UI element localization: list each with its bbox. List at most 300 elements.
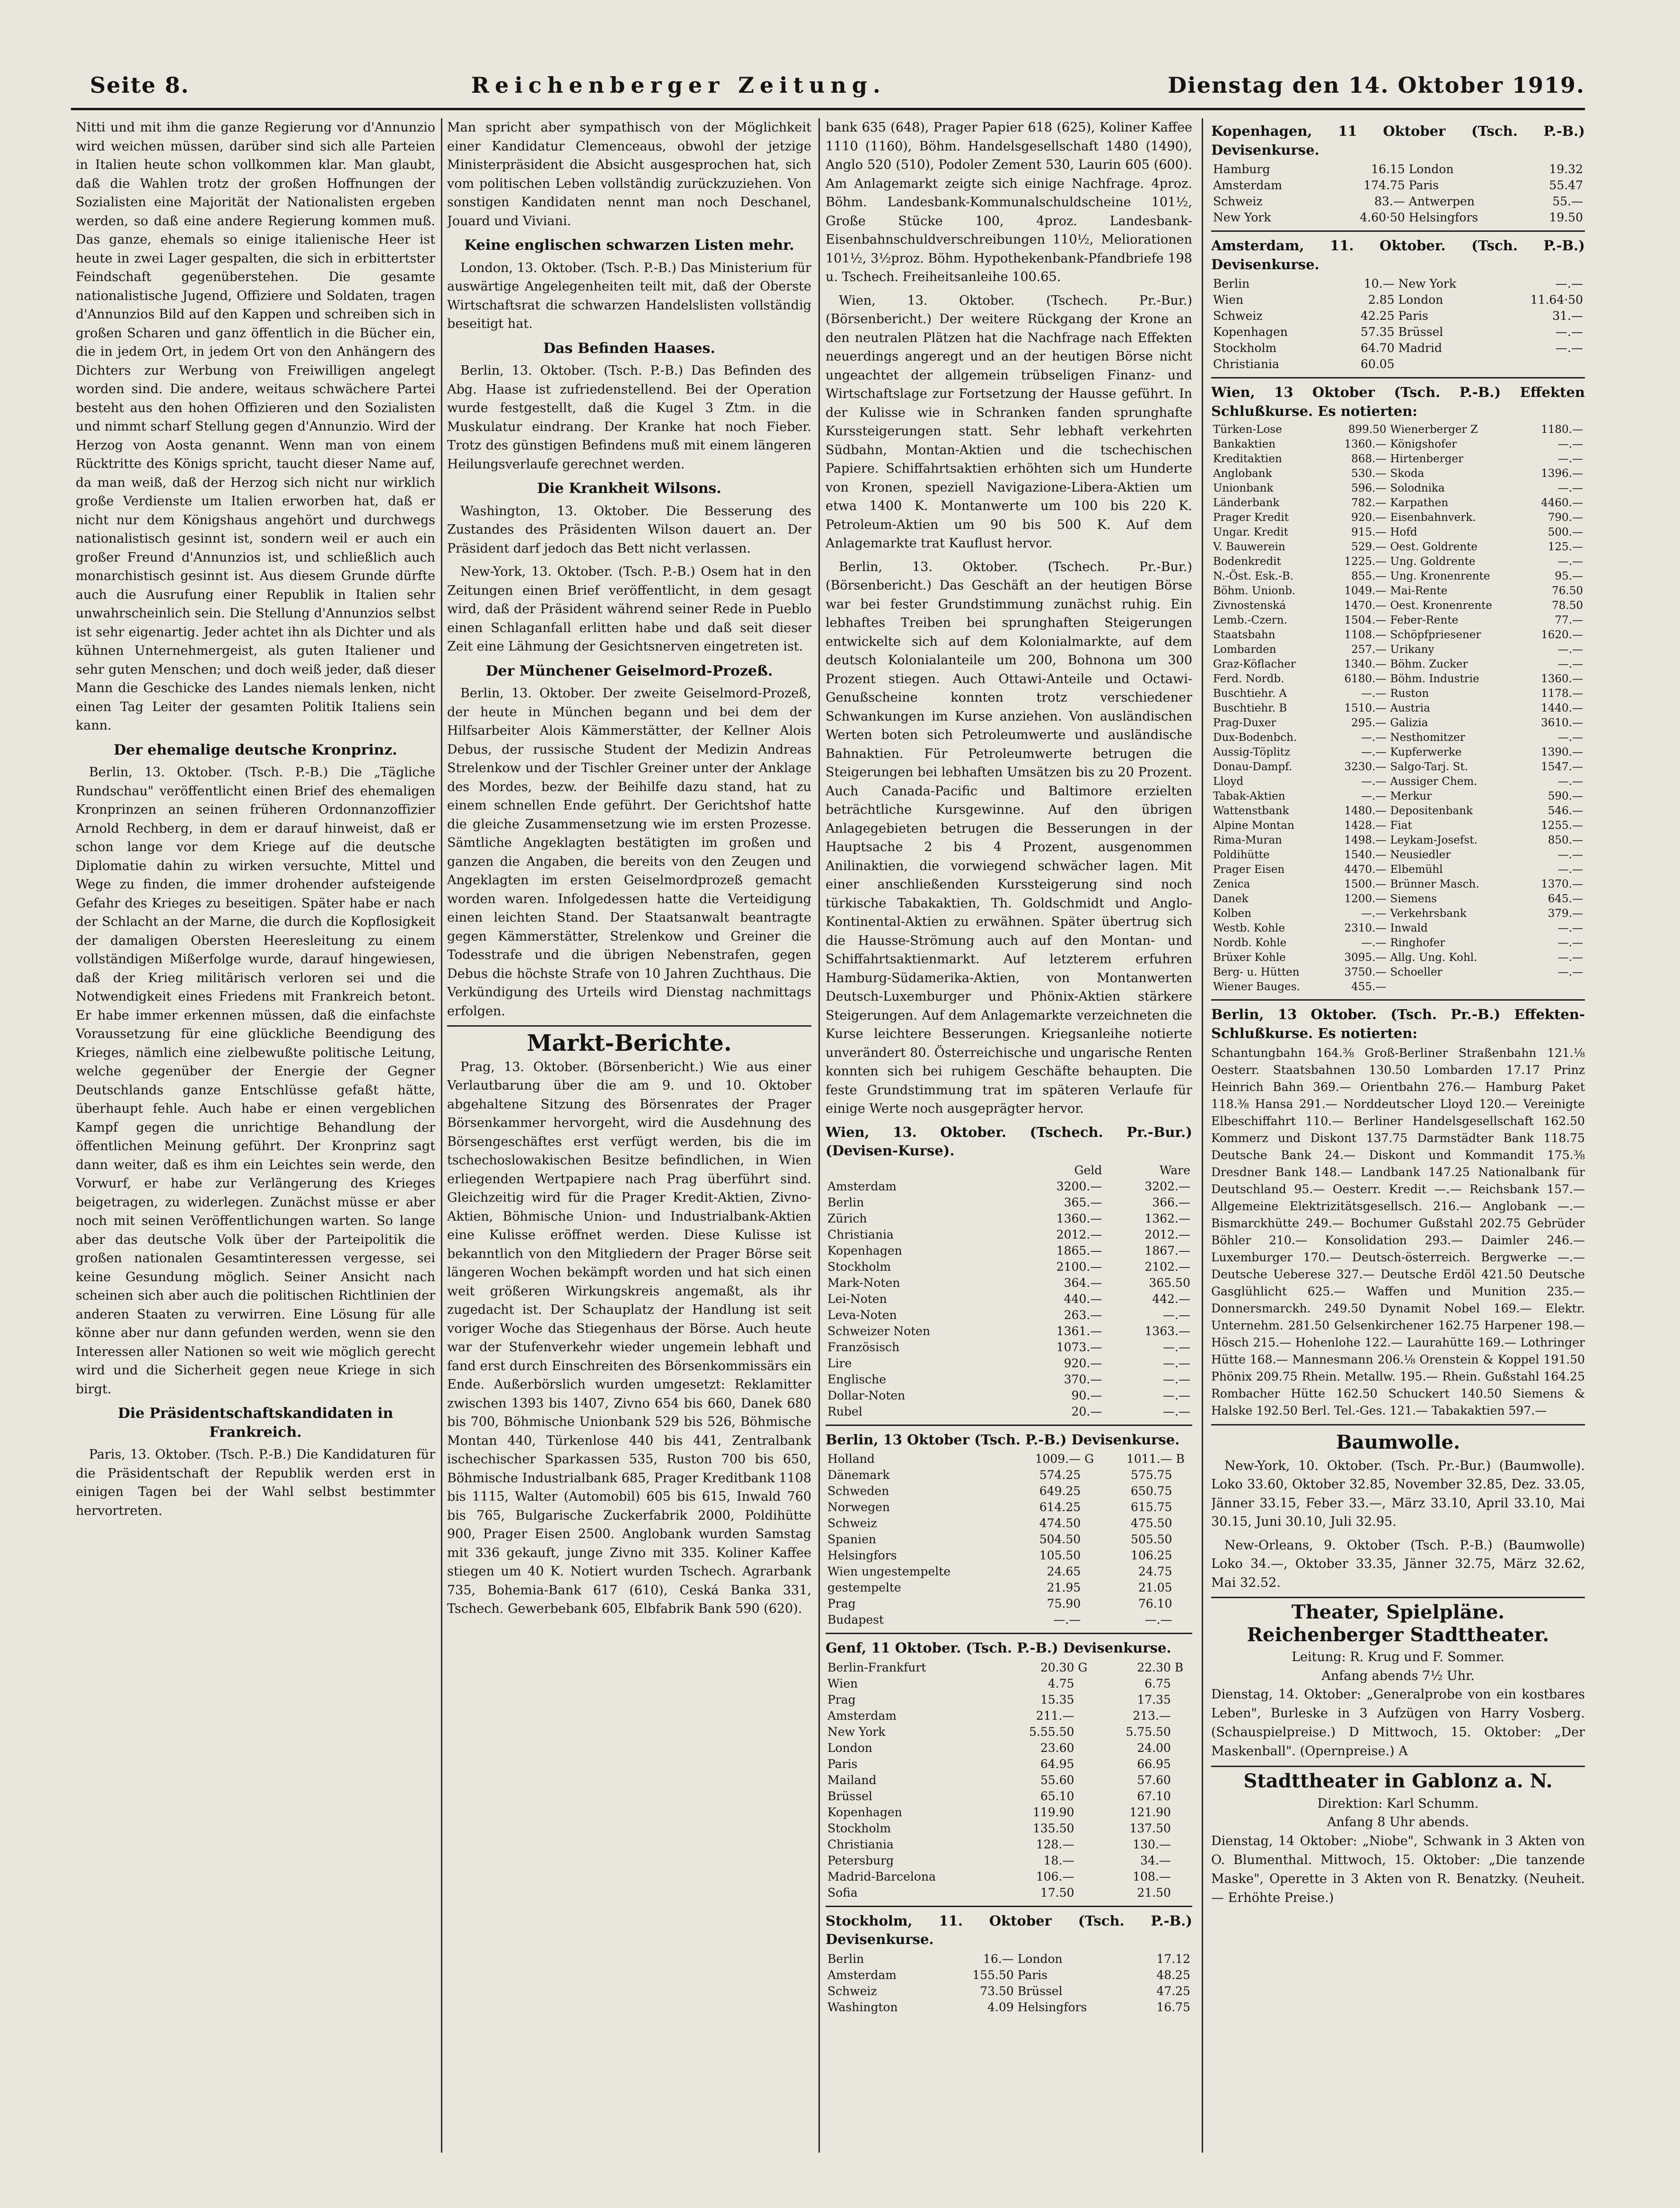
table-cell: Paris	[827, 1757, 858, 1771]
table-row	[826, 1999, 1192, 2015]
table-cell: 24.65	[1047, 1565, 1081, 1578]
table-cell: —.—	[1361, 907, 1387, 920]
reichenberg-theater-program: Dienstag, 14. Oktober: „Generalprobe von ein kostbares Leben", Burleske in 3 Aufzügen von Harry Vosberg. (Schauspielpreise.) D Mittwoch, 15. Oktober: „Der Maskenball". (Opernpreise.) A	[1211, 1687, 1585, 1759]
table-cell: Berlin	[827, 1195, 864, 1209]
table-cell: —.—	[1557, 731, 1583, 744]
table-cell	[1076, 1869, 1097, 1885]
table-rule	[826, 1425, 1192, 1426]
table-row	[826, 1355, 1192, 1372]
table-cell: Allg. Ung. Kohl.	[1390, 951, 1478, 964]
table-cell: Schweiz	[1213, 194, 1263, 208]
table-row	[1211, 496, 1585, 510]
berlin-devisen-title: Berlin, 13 Oktober (Tsch. P.-B.) Devisenkurse.	[826, 1431, 1180, 1448]
table-cell: Paris	[1398, 309, 1428, 323]
table-cell	[1076, 1724, 1097, 1740]
table-cell: Brüssel	[1398, 325, 1443, 339]
table-cell: Prag-Duxer	[1213, 717, 1276, 729]
wien-effekten-title: Wien, 13 Oktober (Tsch. P.-B.) Effekten Schlußkurse. Es notierten:	[1211, 384, 1585, 419]
gablonz-theater-program: Dienstag, 14 Oktober: „Niobe", Schwank in 3 Akten von O. Blumenthal. Mittwoch, 15. Oktober: „Die tanzende Maske", Operette in 3 Akten von R. Benatzky. (Neuheit. — Erhöhte Preise.)	[1211, 1833, 1585, 1905]
table-cell: Petersburg	[827, 1853, 894, 1867]
table-cell: —.—	[1556, 325, 1583, 339]
table-cell: 574.25	[1039, 1468, 1081, 1482]
table-cell: Böhm. Industrie	[1390, 673, 1479, 685]
table-cell: Schweden	[827, 1484, 889, 1498]
table-row	[1211, 308, 1585, 324]
table-row	[826, 1388, 1192, 1404]
table-cell: Sofia	[827, 1885, 858, 1900]
table-cell: —.—	[1053, 1613, 1081, 1627]
table-row	[1211, 774, 1585, 789]
table-cell: 1363.—	[1144, 1324, 1190, 1338]
table-cell: Rubel	[827, 1404, 862, 1418]
table-cell: Buschtiehr. A	[1213, 687, 1287, 700]
table-cell: —.—	[1163, 1404, 1190, 1418]
table-cell: Graz-Köflacher	[1213, 658, 1296, 670]
table-cell: 1011.—	[1126, 1452, 1172, 1466]
report-prag-continued: bank 635 (648), Prager Papier 618 (625), Koliner Kaffee 1110 (1160), Böhm. Handelsgesellschaft 1480 (1490), Anglo 520 (510), Podoler Zement 530, Laurin 605 (600). Am Anlagemarkt zeigte sich einige Nachfrage. 4proz. Böhm. Landesbank-Kommunalschuldscheine 101½, Große Stücke 100, 4proz. Landesbank-Eisenbahnschuldverschreibungen 110½, Meliorationen 101½, 3½proz. Böhm. Hypothekenbank-Pfandbriefe 198 u. Tschech. Freiheitsanleihe 100.65.	[826, 120, 1192, 284]
table-cell: 1540.—	[1344, 849, 1387, 861]
table-row	[1211, 422, 1585, 437]
report-wien-boerse: Wien, 13. Oktober. (Tschech. Pr.-Bur.) (Börsenbericht.) Der weitere Rückgang der Krone an den neutralen Plätzen hat die Nachfrage nach Effekten neuerdings angeregt und an der heutigen Börse nicht ungeachtet der allgemein trübseligen Finanz- und Wirtschaftslage zur Fortsetzung der Hausse geführt. In der Kulisse wie in Schranken fanden sprunghafte Kurssteigerungen statt. Sehr lebhaft verkehrten Südbahn, Montan-Aktien und die tschechischen Papiere. Schiffahrtsaktien erhöhten sich um Hunderte von Kronen, speziell Navigazione-Libera-Aktien um etwa 1400 K. Montanwerte um 100 bis 220 K. Petroleum-Aktien um 90 bis 500 K. Auf dem Anlagemarkte trat Kauflust hervor.	[826, 293, 1192, 551]
table-cell: Rima-Muran	[1213, 834, 1282, 846]
table-cell: Aussiger Chem.	[1390, 775, 1478, 788]
amsterdam-devisen-title: Amsterdam, 11. Oktober. (Tsch. P.-B.) Devisenkurse.	[1211, 238, 1585, 273]
table-cell: Urikany	[1390, 643, 1434, 656]
table-cell: Amsterdam	[1213, 178, 1282, 192]
table-cell: Amsterdam	[827, 1179, 897, 1193]
table-cell: 920.—	[1064, 1356, 1102, 1370]
table-rule	[1211, 377, 1585, 378]
table-cell	[1174, 1548, 1192, 1564]
table-cell: G	[1084, 1452, 1094, 1466]
table-cell	[1388, 980, 1525, 994]
table-cell: Washington	[827, 2000, 898, 2014]
table-row	[826, 1869, 1192, 1885]
table-cell: Amsterdam	[827, 1968, 897, 1982]
table-cell: 530.—	[1351, 467, 1387, 480]
table-cell	[1173, 1772, 1192, 1788]
table-row	[1211, 892, 1585, 906]
table-row	[1211, 745, 1585, 760]
wien-devisen-table	[826, 1162, 1192, 1420]
table-cell: Englische	[827, 1372, 887, 1386]
table-cell: 155.50	[972, 1968, 1014, 1982]
article-kronprinz: Berlin, 13. Oktober. (Tsch. P.-B.) Die „Tägliche Rundschau" veröffentlicht einen Brief des ehemaligen Kronprinzen an seinen früheren Ordonnanzoffizier Arnold Rechberg, in dem er darauf hinweist, daß er schon lange vor dem Kriege auf die deutsche Diplomatie dahin zu wirken versuchte, Mittel und Wege zu finden, die immer drohender aufsteigende Gefahr des Krieges zu beseitigen. Später habe er nach der Schlacht an der Marne, die durch die Kopflosigkeit der damaligen Obersten Heeresleitung zu einem vollständigen Mißerfolge wurde, darauf hingewiesen, daß der Krieg militärisch verloren sei und die Notwendigkeit eines Friedens mit Frankreich betont. Er habe immer erkennen müssen, daß die einfachste Voraussetzung für eine glückliche Beendigung des Krieges, nämlich eine zielbewußte politische Leitung, welche gegenüber der Energie der Gegner Deutschlands ganze Entschlüsse gefaßt hätte, überhaupt fehle. Auch habe er einen vergeblichen Kampf gegen die unrichtige Behandlung der öffentlichen Meinung geführt. Der Kronprinz sagt dann weiter, daß es ihm ein Leichtes sein werde, den Vorwurf, er habe zur Verlängerung des Krieges beigetragen, zu widerlegen. Zunächst müsse er aber noch mit seinen Veröffentlichungen warten. So lange aber das deutsche Volk über der Parteipolitik die großen nationalen Gesamtinteressen vergesse, sei keine Gesundung möglich. Seiner Ansicht nach scheinen sich aber auch die politischen Richtlinien der anderen Staaten zu verwirren. Eine Lösung für alle könne aber nur dann gefunden werden, wenn sie den Interessen aller Nationen so weit wie möglich gerecht wird und die Sicherheit gegen neue Kriege in sich birgt.	[76, 765, 435, 1397]
table-cell	[1076, 1821, 1097, 1837]
table-cell: 920.—	[1351, 511, 1387, 524]
table-row	[1211, 760, 1585, 774]
table-cell: New York	[1398, 277, 1456, 290]
table-cell: 21.95	[1047, 1581, 1081, 1594]
table-cell: 1073.—	[1056, 1340, 1102, 1354]
table-cell: 83.—	[1374, 194, 1405, 208]
table-cell: 650.75	[1131, 1484, 1172, 1498]
table-cell	[1174, 1580, 1192, 1596]
table-row	[1211, 276, 1585, 292]
table-row	[1211, 818, 1585, 833]
table-row	[826, 1740, 1192, 1756]
table-cell	[1173, 1804, 1192, 1821]
table-cell: —.—	[1557, 555, 1583, 568]
table-cell: 47.25	[1156, 1984, 1190, 1998]
table-cell: 19.32	[1549, 162, 1583, 176]
table-cell: Ung. Kronenrente	[1390, 570, 1490, 582]
table-row	[826, 1483, 1192, 1499]
table-cell: 106.—	[1036, 1869, 1074, 1883]
table-cell: 64.70	[1360, 341, 1395, 355]
table-cell: Schweiz	[827, 1984, 877, 1998]
table-cell: Spanien	[827, 1532, 877, 1546]
table-cell: 2012.—	[1144, 1227, 1190, 1241]
table-cell: 505.50	[1131, 1532, 1172, 1546]
table-cell: 73.50	[980, 1984, 1014, 1998]
table-cell: 128.—	[1036, 1837, 1074, 1851]
table-cell: 11.64·50	[1530, 293, 1583, 307]
table-cell: 1620.—	[1541, 629, 1583, 641]
table-cell: Kupferwerke	[1390, 746, 1462, 758]
table-row	[1211, 210, 1585, 226]
table-cell: 614.25	[1039, 1500, 1081, 1514]
table-cell: Inwald	[1390, 922, 1428, 934]
table-cell: Bodenkredit	[1213, 555, 1281, 568]
table-cell: New York	[827, 1724, 886, 1739]
table-cell: 95.—	[1555, 570, 1583, 582]
table-cell	[1397, 356, 1495, 372]
table-cell: 60.05	[1360, 357, 1395, 371]
table-cell: Böhm. Zucker	[1390, 658, 1468, 670]
table-cell: 16.75	[1156, 2000, 1190, 2014]
table-cell: 1200.—	[1344, 893, 1387, 905]
table-cell	[1082, 1564, 1102, 1580]
table-cell: 1504.—	[1344, 614, 1387, 626]
table-cell	[1173, 1692, 1192, 1708]
table-cell: Mai-Rente	[1390, 585, 1448, 597]
table-row	[826, 1821, 1192, 1837]
table-cell: Ringhofer	[1390, 937, 1445, 949]
table-cell: —.—	[1361, 790, 1387, 802]
table-cell: 24.00	[1137, 1741, 1171, 1755]
table-cell: 130.—	[1133, 1837, 1171, 1851]
table-cell: 1510.—	[1344, 702, 1387, 714]
table-cell: 1370.—	[1541, 878, 1583, 890]
table-cell: 21.50	[1137, 1885, 1171, 1900]
article-wilson-newyork: New-York, 13. Oktober. (Tsch. P.-B.) Osem hat in den Zeitungen einen Brief veröffentlicht, in dem gesagt wird, daß der Präsident während seiner Rede in Pueblo einen Schlaganfall erlitten habe und daß seit dieser Zeit eine Lähmung der Gesichtsnerven eingetreten ist.	[447, 564, 811, 654]
table-cell: Siemens	[1390, 893, 1437, 905]
genf-devisen-table	[826, 1660, 1192, 1901]
table-cell: 20.30	[1040, 1660, 1074, 1674]
reichenberg-theater-anfang: Anfang abends 7½ Uhr.	[1321, 1668, 1475, 1683]
table-cell: Holland	[827, 1452, 875, 1466]
table-cell: 121.90	[1129, 1805, 1171, 1819]
report-berlin-boerse: Berlin, 13. Oktober. (Tschech. Pr.-Bur.) (Börsenbericht.) Das Geschäft an der heutigen Börse war bei fester Grundstimmung zunächst ruhig. Ein lebhaftes Treiben bei sprunghaften Steigerungen entwickelte sich auf dem Kolonialmarkte, auf dem deutsch Kolonialanteile um 200, Bohnona um 300 Prozent stiegen. Auch Ottawi-Anteile und Octawi-Genußscheine konnten trotz verschiedener Schwankungen im Kurse anziehen. Von ausländischen Werten boten sich Petroleumwerte und ausländische Bahnaktien. Für Petroleumwerte betrugen die Steigerungen bei lebhaften Umsätzen bis zu 20 Prozent. Auch Canada-Pacific und Baltimore erzielten beträchtliche Kursgewinne. Auf den übrigen Anlagegebieten betrugen die Besserungen in der Hauptsache 2 bis 4 Prozent, ausgenommen Anilinaktien, die vorwiegend schwächer lagen. Mit einer anschließenden Kurssteigerung sind noch türkische Tabakaktien, Th. Goldschmidt und Anglo-Kontinental-Aktien zu erwähnen. Später übertrug sich die Hausse-Strömung auch auf den Montan- und Schiffahrtsaktienmarkt. Auf letzterem erfuhren Hamburg-Südamerika-Aktien, von Montanwerten Deutsch-Luxemburger und Phönix-Aktien stärkere Steigerungen. Auf dem Anlagemarkte verzeichneten die Kurse leichtere Besserungen. Kriegsanleihe notierte unverändert 80. Österreichische und ungarische Renten konnten sich bei ruhigem Geschäfte behaupten. Die feste Grundstimmung trat im späteren Verlaufe für einige Werte noch ausgeprägter hervor.	[826, 559, 1192, 1116]
table-cell	[1076, 1756, 1097, 1772]
table-row	[1211, 877, 1585, 892]
table-row	[1211, 686, 1585, 701]
table-row	[826, 1195, 1192, 1211]
table-row	[1211, 194, 1585, 210]
table-row	[1211, 789, 1585, 804]
table-cell: 3750.—	[1344, 966, 1387, 978]
article-haase: Berlin, 13. Oktober. (Tsch. P.-B.) Das Befinden des Abg. Haase ist zufriedenstellend. Bei der Operation wurde festgestellt, daß die Kugel 3 Ztm. in die Muskulatur eindrang. Der Kranke hat noch Fieber. Trotz des günstigen Befindens muß mit einem längeren Heilungsverlaufe gerechnet werden.	[447, 363, 811, 472]
table-cell: 440.—	[1064, 1292, 1102, 1306]
table-cell: Schweizer Noten	[827, 1324, 931, 1338]
table-cell: —.—	[1556, 277, 1583, 290]
table-row	[1211, 324, 1585, 340]
table-cell: Stockholm	[827, 1259, 891, 1274]
table-cell: 34.—	[1140, 1853, 1171, 1867]
table-cell: 1178.—	[1541, 687, 1583, 700]
table-cell: 1498.—	[1344, 834, 1387, 846]
table-row	[1211, 161, 1585, 177]
wien-effekten-table	[1211, 422, 1585, 994]
table-cell	[1082, 1580, 1102, 1596]
table-row	[826, 1227, 1192, 1243]
table-cell: 105.50	[1039, 1548, 1081, 1562]
table-cell: 213.—	[1133, 1708, 1171, 1723]
table-cell	[1173, 1708, 1192, 1724]
theater-section	[1211, 1603, 1585, 1908]
table-cell: —.—	[1557, 951, 1583, 964]
table-row	[826, 1708, 1192, 1724]
table-cell: 78.50	[1552, 599, 1583, 612]
table-cell: Kopenhagen	[827, 1805, 902, 1819]
table-cell: 1440.—	[1541, 702, 1583, 714]
table-row	[1211, 672, 1585, 686]
table-cell: London	[827, 1741, 872, 1755]
genf-devisen-title: Genf, 11 Oktober. (Tsch. P.-B.) Devisenkurse.	[826, 1640, 1171, 1656]
table-cell	[1173, 1837, 1192, 1853]
table-cell: 22.30	[1137, 1660, 1171, 1674]
table-cell	[1082, 1596, 1102, 1612]
table-cell: 2012.—	[1056, 1227, 1102, 1241]
table-cell: 137.50	[1129, 1821, 1171, 1835]
table-cell: 504.50	[1039, 1532, 1081, 1546]
table-cell: 125.—	[1548, 541, 1583, 553]
table-cell: 31.—	[1552, 309, 1583, 323]
table-cell: Kopenhagen	[1213, 325, 1288, 339]
table-cell: 24.75	[1138, 1565, 1172, 1578]
table-cell: Königshofer	[1390, 438, 1457, 450]
table-cell: 5.75.50	[1126, 1724, 1171, 1739]
table-cell	[1082, 1531, 1102, 1548]
table-cell: Feber-Rente	[1390, 614, 1459, 626]
table-cell: 1362.—	[1144, 1211, 1190, 1225]
table-cell: 364.—	[1064, 1276, 1102, 1290]
table-cell: Austria	[1390, 702, 1430, 714]
table-cell: 365.50	[1149, 1276, 1190, 1290]
table-cell: 3202.—	[1144, 1179, 1190, 1193]
table-cell: Dux-Bodenbch.	[1213, 731, 1297, 744]
table-cell: —.—	[1361, 746, 1387, 758]
table-cell	[1174, 1515, 1192, 1531]
table-rule	[1211, 230, 1585, 232]
table-cell: 915.—	[1351, 526, 1387, 538]
table-cell: Französisch	[827, 1340, 900, 1354]
table-cell: 899.50	[1348, 423, 1387, 436]
table-cell: —.—	[1557, 453, 1583, 465]
table-cell: 67.10	[1137, 1789, 1171, 1803]
table-row	[1211, 340, 1585, 356]
table-row	[1211, 950, 1585, 965]
table-cell	[1174, 1467, 1192, 1483]
table-cell: —.—	[1557, 643, 1583, 656]
table-cell: 529.—	[1351, 541, 1387, 553]
section-rule	[1211, 1597, 1585, 1598]
table-cell: Skoda	[1390, 467, 1425, 480]
table-cell	[1173, 1788, 1192, 1804]
table-cell: 76.50	[1552, 585, 1583, 597]
table-row	[826, 1788, 1192, 1804]
table-cell	[1174, 1596, 1192, 1612]
table-row	[826, 1596, 1192, 1612]
table-cell	[1082, 1612, 1102, 1628]
table-cell: Christiania	[1213, 357, 1279, 371]
headline-wilson: Die Krankheit Wilsons.	[537, 480, 721, 497]
table-cell	[1174, 1483, 1192, 1499]
table-cell: Wattenstbank	[1213, 805, 1289, 817]
table-cell: London	[1398, 293, 1443, 307]
table-cell: 1009.—	[1035, 1452, 1081, 1466]
table-cell: 257.—	[1351, 643, 1387, 656]
table-cell: 57.35	[1360, 325, 1395, 339]
table-cell: 474.50	[1039, 1516, 1081, 1530]
table-cell: 1360.—	[1056, 1211, 1102, 1225]
table-cell: 64.95	[1040, 1757, 1074, 1771]
table-cell: Nordb. Kohle	[1213, 937, 1287, 949]
table-cell: Wien ungestempelte	[827, 1565, 951, 1578]
table-cell: Poldihütte	[1213, 849, 1270, 861]
table-cell: Neusiedler	[1390, 849, 1451, 861]
table-cell: 1180.—	[1541, 423, 1583, 436]
table-cell	[1173, 1853, 1192, 1869]
berlin-effekten-title: Berlin, 13 Oktober. (Tsch. Pr.-B.) Effekten-Schlußkurse. Es notierten:	[1211, 1006, 1585, 1041]
table-cell	[1076, 1885, 1097, 1901]
table-cell: Madrid-Barcelona	[827, 1869, 936, 1883]
table-cell: 1049.—	[1344, 585, 1387, 597]
table-row	[1211, 525, 1585, 540]
table-cell: 21.05	[1138, 1581, 1172, 1594]
table-cell: Paris	[1408, 178, 1439, 192]
table-cell: Mailand	[827, 1773, 877, 1787]
table-cell: London	[1408, 162, 1454, 176]
column-2	[447, 118, 811, 2153]
table-cell: 442.—	[1152, 1292, 1190, 1306]
table-cell	[1173, 1821, 1192, 1837]
table-row	[1211, 862, 1585, 877]
table-row	[1211, 701, 1585, 716]
table-cell: 1865.—	[1056, 1243, 1102, 1258]
reichenberg-theater-name: Reichenberger Stadttheater.	[1247, 1623, 1549, 1646]
table-row	[826, 1580, 1192, 1596]
table-row	[1211, 437, 1585, 452]
table-cell: —.—	[1361, 687, 1387, 700]
table-cell: Länderbank	[1213, 497, 1280, 509]
table-cell: Schoeller	[1390, 966, 1443, 978]
stockholm-devisen-title: Stockholm, 11. Oktober (Tsch. P.-B.) Devisenkurse.	[826, 1912, 1192, 1947]
table-cell: 500.—	[1548, 526, 1583, 538]
table-cell: Staatsbahn	[1213, 629, 1275, 641]
reichenberg-theater-leitung: Leitung: R. Krug und F. Sommer.	[1292, 1650, 1504, 1664]
table-row	[826, 1259, 1192, 1275]
table-cell: —.—	[1361, 775, 1387, 788]
table-cell: Prag	[827, 1692, 856, 1707]
table-cell: 55.60	[1040, 1773, 1074, 1787]
table-cell: 2102.—	[1144, 1259, 1190, 1274]
kopenhagen-devisen-table	[1211, 161, 1585, 226]
table-row	[1211, 584, 1585, 598]
table-row	[826, 1531, 1192, 1548]
table-cell: 2310.—	[1344, 922, 1387, 934]
table-cell: Fiat	[1390, 819, 1412, 832]
table-cell: Oest. Kronenrente	[1390, 599, 1492, 612]
table-cell: Lire	[827, 1356, 852, 1370]
table-cell: Kopenhagen	[827, 1243, 902, 1258]
table-cell: 90.—	[1071, 1388, 1102, 1402]
table-row	[826, 1837, 1192, 1853]
table-header-cell: Geld	[1074, 1163, 1102, 1177]
table-cell: Norwegen	[827, 1500, 890, 1514]
table-cell: 48.25	[1156, 1968, 1190, 1982]
table-cell: —.—	[1144, 1613, 1172, 1627]
table-cell: Hofd	[1390, 526, 1417, 538]
table-cell: Christiania	[827, 1227, 894, 1241]
table-cell	[1076, 1708, 1097, 1724]
table-cell: Mark-Noten	[827, 1276, 900, 1290]
table-row	[1211, 598, 1585, 613]
table-row	[1211, 540, 1585, 554]
table-cell	[1174, 1612, 1192, 1628]
table-cell: —.—	[1557, 922, 1583, 934]
table-cell: —.—	[1557, 937, 1583, 949]
table-cell: 868.—	[1351, 453, 1387, 465]
table-row	[1211, 848, 1585, 862]
table-row	[826, 1724, 1192, 1740]
headline-geiselmord: Der Münchener Geiselmord-Prozeß.	[485, 662, 773, 679]
table-cell	[1076, 1804, 1097, 1821]
table-cell: 782.—	[1351, 497, 1387, 509]
table-cell: Berlin	[827, 1952, 864, 1966]
table-cell: 18.—	[1043, 1853, 1074, 1867]
table-row	[826, 1179, 1192, 1195]
table-row	[826, 1967, 1192, 1983]
table-cell: Dollar-Noten	[827, 1388, 906, 1402]
table-cell: 379.—	[1548, 907, 1583, 920]
table-cell: Prager Eisen	[1213, 863, 1285, 876]
table-cell: Budapest	[827, 1613, 884, 1627]
table-row	[826, 1885, 1192, 1901]
table-cell: 3095.—	[1344, 951, 1387, 964]
page-number: Seite 8.	[90, 72, 190, 98]
table-cell: Brüssel	[827, 1789, 872, 1803]
headline-kronprinz: Der ehemalige deutsche Kronprinz.	[114, 741, 397, 758]
table-cell: 65.10	[1040, 1789, 1074, 1803]
table-cell: Wien	[827, 1676, 858, 1690]
table-cell: Türken-Lose	[1213, 423, 1282, 436]
table-cell: —.—	[1557, 775, 1583, 788]
table-cell: —.—	[1163, 1388, 1190, 1402]
table-cell: Antwerpen	[1408, 194, 1475, 208]
table-cell	[1076, 1788, 1097, 1804]
table-row	[1211, 628, 1585, 642]
table-cell: 76.10	[1138, 1597, 1172, 1610]
table-row	[1211, 642, 1585, 657]
table-cell: 20.—	[1071, 1404, 1102, 1418]
berlin-effekten-list: Schantungbahn 164.⅜ Groß-Berliner Straßenbahn 121.⅛ Oesterr. Staatsbahnen 130.50 Lombarden 17.17 Prinz Heinrich Bahn 369.— Orientbahn 276.— Hamburg Paket 118.⅜ Hansa 291.— Norddeutscher Lloyd 120.— Vereinigte Elbeschiffahrt 110.— Berliner Handelsgesellschaft 162.50 Kommerz und Diskont 137.75 Darmstädter Bank 118.75 Deutsche Bank 24.— Diskont und Kommandit 175.⅜ Dresdner Bank 148.— Landbank 147.25 Nationalbank für Deutschland 95.— Oesterr. Kredit —.— Reichsbank 157.— Allgemeine Elektrizitätsgesellsch. 216.— Anglobank —.— Bismarckhütte 249.— Bochumer Gußstahl 202.75 Gebrüder Böhler 210.— Konsolidation 293.— Daimler 246.— Luxemburger 170.— Deutsch-österreich. Bergwerke —.— Deutsche Ueberese 327.— Deutsche Erdöl 421.50 Deutsche Gasglühlicht 625.— Waffen und Munition 235.— Donnersmarckh. 249.50 Dynamit Nobel 169.— Elektr. Unternehm. 281.50 Gelsenkirchener 162.75 Harpener 198.— Hösch 215.— Hohenlohe 122.— Laurahütte 169.— Lothringer Hütte 168.— Mannesmann 206.⅛ Orenstein & Koppel 191.50 Phönix 209.75 Rhein. Metallw. 195.— Rhein. Gußstahl 164.25 Rombacher Hütte 162.50 Schuckert 140.50 Siemens & Halske 192.50 Berl. Tel.-Ges. 121.— Tabakaktien 597.—	[1211, 1046, 1585, 1417]
table-cell: —.—	[1556, 341, 1583, 355]
column-divider	[1202, 118, 1203, 2153]
theater-rule	[1211, 1766, 1585, 1767]
kopenhagen-devisen-title: Kopenhagen, 11 Oktober (Tsch. P.-B.) Devisenkurse.	[1211, 123, 1585, 158]
